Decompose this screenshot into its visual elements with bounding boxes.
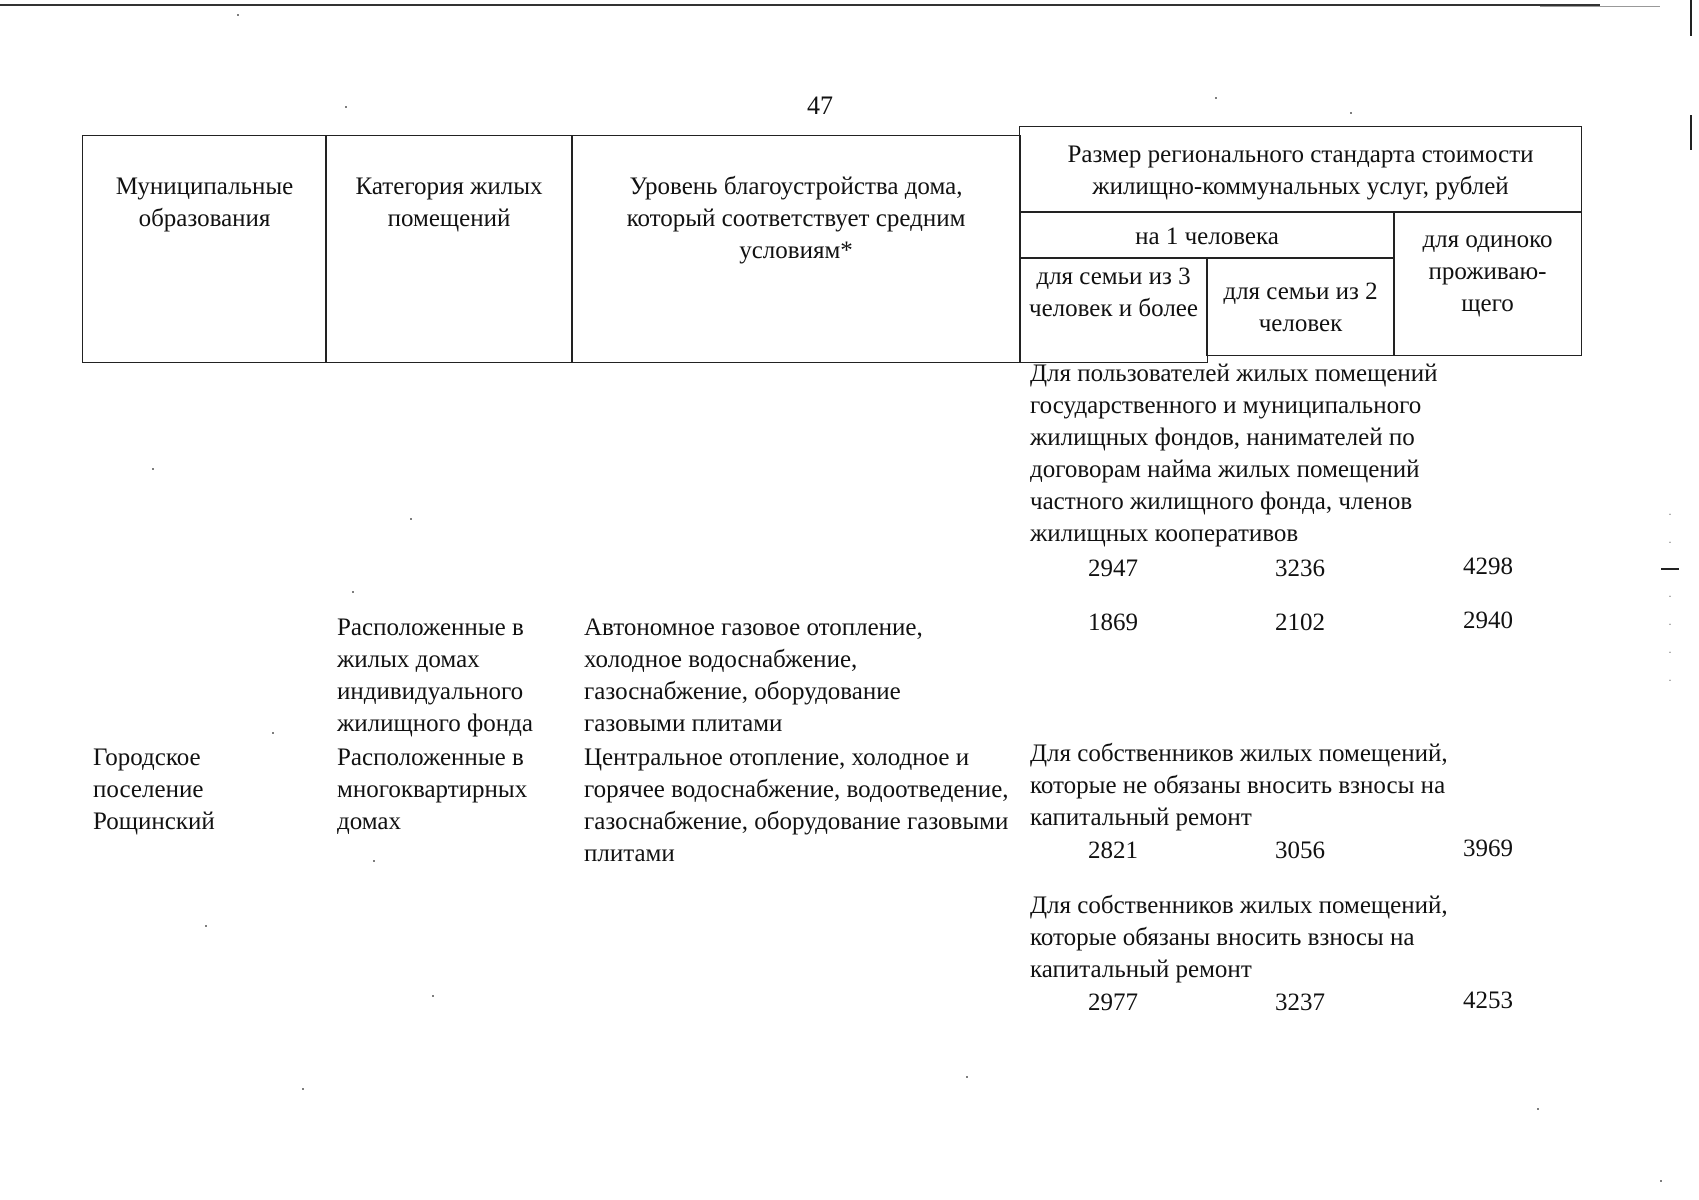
scan-speck [352, 591, 354, 593]
scan-speck [302, 1088, 304, 1090]
header-per-person: на 1 человека [1019, 211, 1395, 259]
top-border-line-fragment [1540, 6, 1660, 7]
header-single: для одиноко проживаю-щего [1393, 211, 1582, 356]
category-apartment-buildings: Расположенные в многоквартирных домах [337, 744, 528, 835]
scan-speck [1215, 97, 1217, 99]
value-family-3-plus: 2947 [1088, 555, 1138, 582]
improvement-autonomous-gas: Автономное газовое отопление, холодное водоснабжение, газоснабжение, оборудование газовыми плитами [584, 614, 923, 737]
scan-speck [237, 14, 239, 16]
value-family-2: 3237 [1275, 989, 1325, 1016]
value-single: 4298 [1463, 553, 1513, 580]
value-family-3-plus: 2977 [1088, 989, 1138, 1016]
value-family-2: 2102 [1275, 609, 1325, 636]
scan-speck [272, 732, 274, 734]
improvement-central-heating: Центральное отопление, холодное и горячее водоснабжение, водоотведение, газоснабжение, оборудование газовыми плитами [584, 744, 1009, 867]
value-single: 4253 [1463, 987, 1513, 1014]
top-border-line [0, 4, 1600, 6]
scan-speck [1350, 112, 1352, 114]
scan-speck [1537, 1108, 1539, 1110]
group-label-owners-not-obliged: Для собственников жилых помещений, которые не обязаны вносить взносы на капитальный ремонт [1030, 740, 1448, 831]
group-label-owners-obliged: Для собственников жилых помещений, которые обязаны вносить взносы на капитальный ремонт [1030, 892, 1448, 983]
value-single: 2940 [1463, 607, 1513, 634]
page-number: 47 [807, 91, 833, 120]
header-category: Категория жилых помещений [325, 135, 573, 363]
scan-speck [373, 860, 375, 862]
scan-speck [345, 106, 347, 108]
scan-speck [410, 518, 412, 520]
header-improvement-level: Уровень благоустройства дома, который соответствует средним условиям* [571, 135, 1021, 363]
municipality-name: Городское поселение Рощинский [93, 744, 215, 835]
value-family-2: 3236 [1275, 555, 1325, 582]
category-individual-housing: Расположенные в жилых домах индивидуального жилищного фонда [337, 614, 533, 737]
value-single: 3969 [1463, 835, 1513, 862]
scan-speck [966, 1076, 968, 1078]
header-municipalities: Муниципальные образования [82, 135, 327, 363]
scan-speck [152, 468, 154, 470]
header-standard-size: Размер регионального стандарта стоимости жилищно-коммунальных услуг, рублей [1019, 126, 1582, 213]
margin-scan-marks: · · · · · · [1655, 500, 1685, 694]
header-family-2: для семьи из 2 человек [1206, 257, 1395, 356]
value-family-3-plus: 1869 [1088, 609, 1138, 636]
value-family-3-plus: 2821 [1088, 837, 1138, 864]
value-family-2: 3056 [1275, 837, 1325, 864]
scan-speck [432, 995, 434, 997]
header-family-3-plus: для семьи из 3 человек и более [1019, 257, 1208, 363]
scan-speck [1660, 1180, 1662, 1182]
group-label-users: Для пользователей жилых помещений государственного и муниципального жилищных фондов, нанимателей по договорам найма жилых помещений частного жилищного фонда, членов жилищных кооперативов [1030, 360, 1438, 547]
right-edge-mark [1690, 115, 1692, 150]
right-edge-mark [1690, 0, 1692, 36]
scan-speck [205, 925, 207, 927]
